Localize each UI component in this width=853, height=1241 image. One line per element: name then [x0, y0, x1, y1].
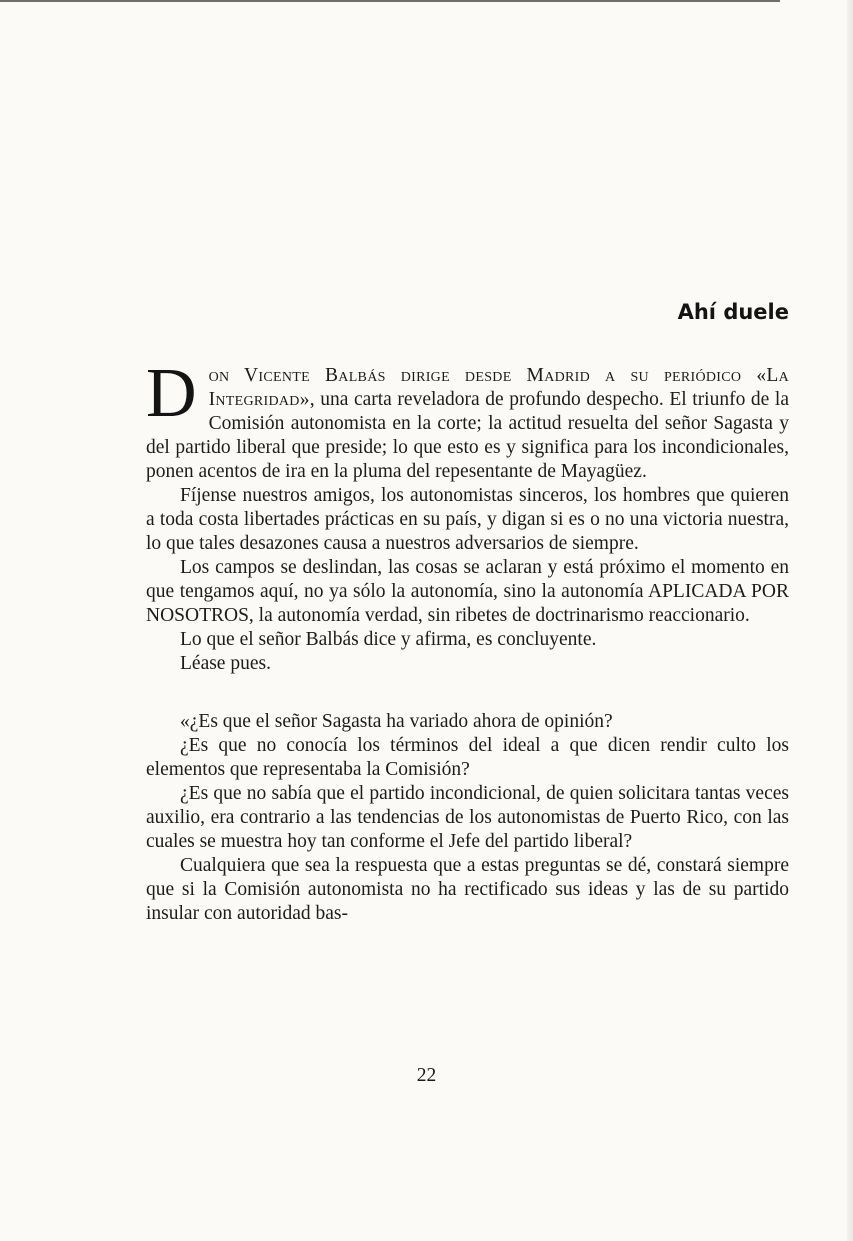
opening-text: , una carta reveladora de profundo despecho. El triunfo de la Comisión autonomista en la corte; la actitud resuelta del señor Sagasta y del partido liberal que preside; lo que esto es y significa para los incondicionales, ponen acentos de ira en la pluma del repesentante de Mayagüez.: [146, 389, 789, 482]
section-gap: [146, 676, 789, 710]
quote-paragraph: «¿Es que el señor Sagasta ha variado ahora de opinión?: [180, 711, 613, 732]
paragraph: Léase pues.: [180, 653, 271, 674]
opening-smallcaps: on Vicente Balbás dirige desde Madrid a su periódico «La Integridad»: [208, 365, 789, 410]
paragraph: Fíjense nuestros amigos, los autonomistas sinceros, los hombres que quieren a toda costa libertades prácticas en su país, y digan si es o no una victoria nuestra, lo que tales desazones causa a nuestros adversarios de siempre.: [146, 485, 789, 554]
quote-paragraph: ¿Es que no sabía que el partido incondicional, de quien solicitara tantas veces auxilio, era contrario a las tendencias de los autonomistas de Puerto Rico, con las cuales se muestra hoy tan conforme el Jefe del partido liberal?: [146, 783, 789, 852]
top-edge-rule: [0, 0, 780, 2]
chapter-title: Ahí duele: [677, 300, 789, 324]
paragraph: Lo que el señor Balbás dice y afirma, es concluyente.: [180, 629, 597, 650]
paragraph: Los campos se deslindan, las cosas se aclaran y está próximo el momento en que tengamos aquí, no ya sólo la autonomía, sino la autonomía APLICADA POR NOSOTROS, la autonomía verdad, sin ribetes de doctrinarismo reaccionario.: [146, 557, 789, 626]
quote-paragraph: Cualquiera que sea la respuesta que a estas preguntas se dé, constará siempre que si la Comisión autonomista no ha rectificado sus ideas y las de su partido insular con autoridad bas-: [146, 855, 789, 924]
drop-cap: D: [146, 355, 197, 432]
opening-paragraph: [146, 355, 789, 484]
quote-paragraph: ¿Es que no conocía los términos del ideal a que dicen rendir culto los elementos que representaba la Comisión?: [146, 735, 789, 780]
page-number: 22: [416, 1065, 437, 1086]
page-edge-shadow: [847, 0, 853, 1241]
page-body: [146, 300, 789, 926]
